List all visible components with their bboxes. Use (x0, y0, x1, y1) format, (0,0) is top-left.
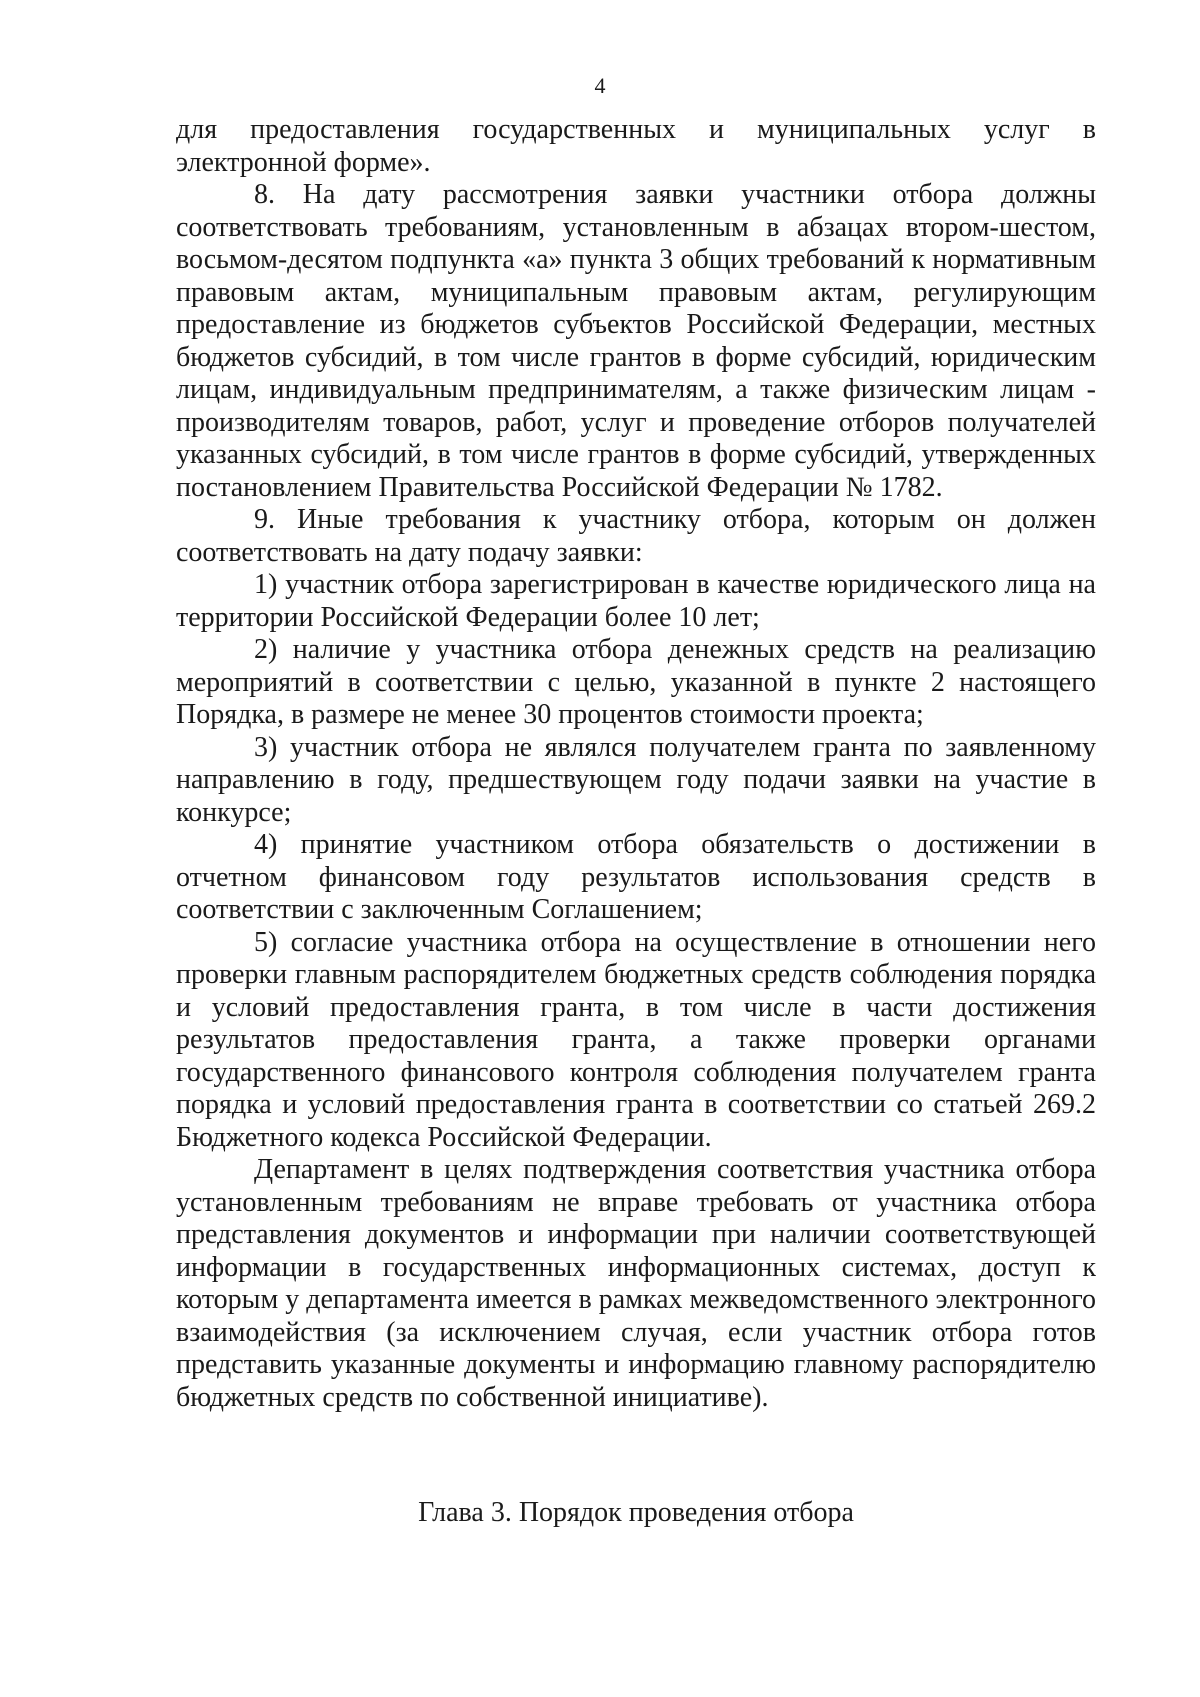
subitem-2: 2) наличие у участника отбора денежных средств на реализацию мероприятий в соответствии с целью, указанной в пункте 2 настоящего Порядка, в размере не менее 30 процентов стоимости проекта; (176, 634, 1096, 730)
page-number: 4 (594, 73, 606, 98)
document-body (176, 114, 1096, 1414)
subitem-4: 4) принятие участником отбора обязательств о достижении в отчетном финансовом году результатов использования средств в соответствии с заключенным Соглашением; (176, 829, 1096, 925)
paragraph-item-8: 8. На дату рассмотрения заявки участники отбора должны соответствовать требованиям, установленным в абзацах втором-шестом, восьмом-десятом подпункта «а» пункта 3 общих требований к нормативным правовым актам, муниципальным правовым актам, регулирующим предоставление из бюджетов субъектов Российской Федерации, местных бюджетов субсидий, в том числе грантов в форме субсидий, юридическим лицам, индивидуальным предпринимателям, а также физическим лицам - производителям товаров, работ, услуг и проведение отборов получателей указанных субсидий, в том числе грантов в форме субсидий, утвержденных постановлением Правительства Российской Федерации № 1782. (176, 179, 1096, 503)
subitem-1: 1) участник отбора зарегистрирован в качестве юридического лица на территории Российской Федерации более 10 лет; (176, 569, 1096, 633)
paragraph-continuation: для предоставления государственных и муниципальных услуг в электронной форме». (176, 114, 1096, 178)
subitem-3: 3) участник отбора не являлся получателем гранта по заявленному направлению в году, предшествующем году подачи заявки на участие в конкурсе; (176, 731, 1096, 828)
paragraph-item-9: 9. Иные требования к участнику отбора, которым он должен соответствовать на дату подачу заявки: (176, 504, 1096, 568)
paragraph-department: Департамент в целях подтверждения соответствия участника отбора установленным требованиям не вправе требовать от участника отбора представления документов и информации при наличии соответствующей информации в государственных информационных системах, доступ к которым у департамента имеется в рамках межведомственного электронного взаимодействия (за исключением случая, если участник отбора готов представить указанные документы и информацию главному распорядителю бюджетных средств по собственной инициативе). (176, 1154, 1096, 1413)
chapter-heading: Глава 3. Порядок проведения отбора (418, 1497, 854, 1528)
subitem-5: 5) согласие участника отбора на осуществление в отношении него проверки главным распорядителем бюджетных средств соблюдения порядка и условий предоставления гранта, в том числе в части достижения результатов предоставления гранта, а также проверки органами государственного финансового контроля соблюдения получателем гранта порядка и условий предоставления гранта в соответствии со статьей 269.2 Бюджетного кодекса Российской Федерации. (176, 926, 1096, 1153)
